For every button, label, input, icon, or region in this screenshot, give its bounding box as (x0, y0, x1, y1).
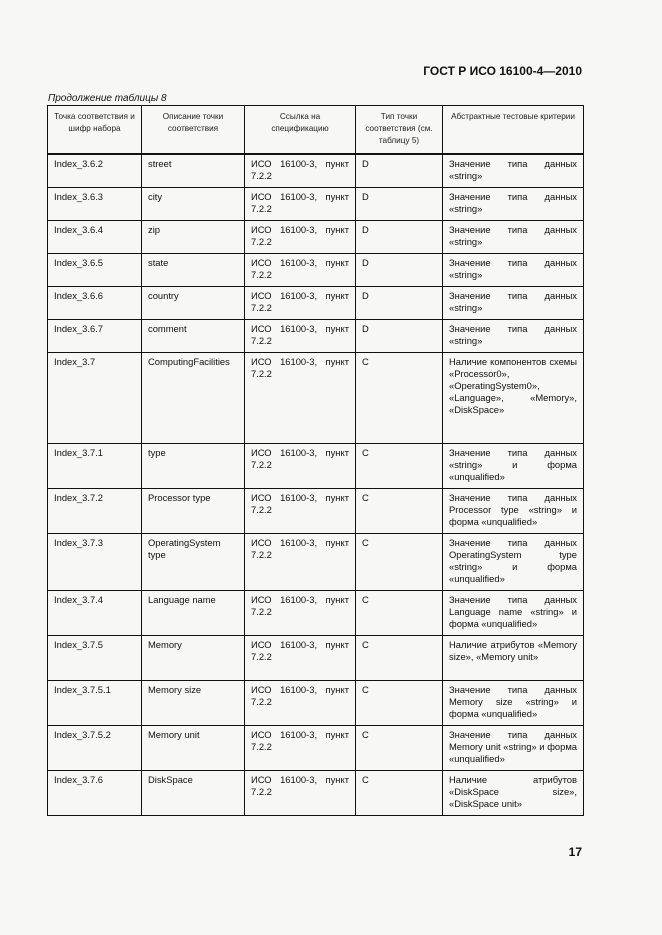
cell-description: comment (142, 319, 245, 352)
cell-criteria: Значение типа данных Memory unit «string» и форма «unqualified» (443, 725, 584, 770)
cell-type: D (356, 154, 443, 187)
table-row (48, 352, 584, 443)
cell-reference: ИСО 16100-3, пункт 7.2.2 (245, 187, 356, 220)
cell-description: type (142, 443, 245, 488)
table-row (48, 590, 584, 635)
cell-type: C (356, 770, 443, 815)
table-row (48, 725, 584, 770)
cell-id: Index_3.6.6 (48, 286, 142, 319)
cell-reference: ИСО 16100-3, пункт 7.2.2 (245, 533, 356, 590)
cell-description: Processor type (142, 488, 245, 533)
cell-id: Index_3.7.5 (48, 635, 142, 680)
cell-description: state (142, 253, 245, 286)
cell-criteria: Значение типа данных Memory size «string» и форма «unqualified» (443, 680, 584, 725)
cell-description: Memory size (142, 680, 245, 725)
table-row (48, 286, 584, 319)
cell-reference: ИСО 16100-3, пункт 7.2.2 (245, 286, 356, 319)
cell-description: Memory unit (142, 725, 245, 770)
cell-criteria: Значение типа данных «string» (443, 220, 584, 253)
cell-type: D (356, 220, 443, 253)
column-header-description: Описание точки соответствия (142, 106, 245, 155)
cell-type: D (356, 286, 443, 319)
table-row (48, 253, 584, 286)
cell-criteria: Наличие атрибутов «Memory size», «Memory unit» (443, 635, 584, 680)
cell-description: ComputingFacilities (142, 352, 245, 443)
table-body (48, 154, 584, 815)
table-row (48, 680, 584, 725)
cell-reference: ИСО 16100-3, пункт 7.2.2 (245, 352, 356, 443)
cell-criteria: Значение типа данных «string» (443, 286, 584, 319)
cell-type: C (356, 680, 443, 725)
cell-id: Index_3.6.5 (48, 253, 142, 286)
cell-type: C (356, 533, 443, 590)
cell-id: Index_3.7.4 (48, 590, 142, 635)
cell-type: C (356, 635, 443, 680)
cell-type: D (356, 187, 443, 220)
table-row (48, 220, 584, 253)
cell-type: D (356, 253, 443, 286)
cell-description: country (142, 286, 245, 319)
cell-reference: ИСО 16100-3, пункт 7.2.2 (245, 443, 356, 488)
table-row (48, 154, 584, 187)
page-number: 17 (568, 845, 582, 859)
cell-description: OperatingSystem type (142, 533, 245, 590)
column-header-reference: Ссылка на спецификацию (245, 106, 356, 155)
cell-reference: ИСО 16100-3, пункт 7.2.2 (245, 253, 356, 286)
cell-description: DiskSpace (142, 770, 245, 815)
cell-criteria: Значение типа данных «string» (443, 253, 584, 286)
document-header: ГОСТ Р ИСО 16100-4—2010 (423, 64, 582, 78)
cell-reference: ИСО 16100-3, пункт 7.2.2 (245, 154, 356, 187)
cell-criteria: Значение типа данных OperatingSystem type «string» и форма «unqualified» (443, 533, 584, 590)
cell-id: Index_3.6.3 (48, 187, 142, 220)
cell-reference: ИСО 16100-3, пункт 7.2.2 (245, 488, 356, 533)
cell-id: Index_3.7.6 (48, 770, 142, 815)
cell-reference: ИСО 16100-3, пункт 7.2.2 (245, 770, 356, 815)
column-header-type: Тип точки соответствия (см. таблицу 5) (356, 106, 443, 155)
cell-reference: ИСО 16100-3, пункт 7.2.2 (245, 680, 356, 725)
cell-type: C (356, 725, 443, 770)
cell-criteria: Значение типа данных Language name «string» и форма «unqualified» (443, 590, 584, 635)
cell-criteria: Значение типа данных «string» и форма «unqualified» (443, 443, 584, 488)
cell-reference: ИСО 16100-3, пункт 7.2.2 (245, 635, 356, 680)
cell-description: city (142, 187, 245, 220)
cell-id: Index_3.7 (48, 352, 142, 443)
cell-description: zip (142, 220, 245, 253)
cell-description: street (142, 154, 245, 187)
cell-id: Index_3.7.3 (48, 533, 142, 590)
table-header-row (48, 106, 584, 155)
cell-reference: ИСО 16100-3, пункт 7.2.2 (245, 319, 356, 352)
table-row (48, 635, 584, 680)
cell-id: Index_3.6.4 (48, 220, 142, 253)
cell-criteria: Значение типа данных «string» (443, 319, 584, 352)
cell-type: D (356, 319, 443, 352)
table-continuation-label: Продолжение таблицы 8 (48, 93, 167, 104)
cell-id: Index_3.6.7 (48, 319, 142, 352)
conformance-table (47, 105, 584, 816)
column-header-criteria: Абстрактные тестовые критерии (443, 106, 584, 155)
table-row (48, 533, 584, 590)
cell-type: C (356, 488, 443, 533)
cell-id: Index_3.7.1 (48, 443, 142, 488)
cell-criteria: Наличие компонентов схемы «Processor0», «OperatingSystem0», «Language», «Memory», «DiskSpace» (443, 352, 584, 443)
cell-type: C (356, 443, 443, 488)
cell-id: Index_3.6.2 (48, 154, 142, 187)
cell-reference: ИСО 16100-3, пункт 7.2.2 (245, 725, 356, 770)
cell-id: Index_3.7.5.2 (48, 725, 142, 770)
table-row (48, 770, 584, 815)
table-row (48, 443, 584, 488)
cell-reference: ИСО 16100-3, пункт 7.2.2 (245, 220, 356, 253)
cell-id: Index_3.7.5.1 (48, 680, 142, 725)
cell-id: Index_3.7.2 (48, 488, 142, 533)
column-header-conformance-point: Точка соответствия и шифр набора (48, 106, 142, 155)
table-row (48, 319, 584, 352)
cell-criteria: Значение типа данных «string» (443, 187, 584, 220)
cell-description: Memory (142, 635, 245, 680)
cell-criteria: Значение типа данных «string» (443, 154, 584, 187)
table-row (48, 488, 584, 533)
table-row (48, 187, 584, 220)
cell-type: C (356, 590, 443, 635)
cell-criteria: Наличие атрибутов «DiskSpace size», «DiskSpace unit» (443, 770, 584, 815)
cell-criteria: Значение типа данных Processor type «string» и форма «unqualified» (443, 488, 584, 533)
cell-type: C (356, 352, 443, 443)
cell-reference: ИСО 16100-3, пункт 7.2.2 (245, 590, 356, 635)
cell-description: Language name (142, 590, 245, 635)
